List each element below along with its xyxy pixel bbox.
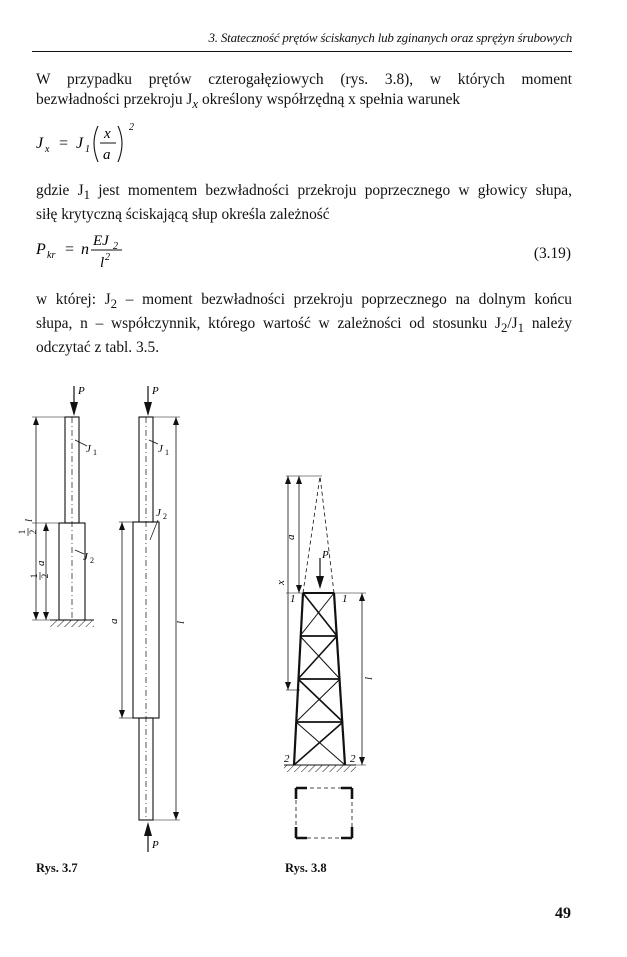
right-dim-a-arrow-bottom <box>119 710 125 718</box>
formula-2-lhs: P <box>36 241 46 258</box>
left-force-label: P <box>78 385 85 397</box>
section-1-right: 1 <box>342 593 348 605</box>
section-2-left: 2 <box>284 753 290 765</box>
left-J2-sub: 2 <box>90 556 94 565</box>
right-J1-label: J <box>158 443 163 455</box>
tower-diagonal-3 <box>298 679 343 722</box>
formula-2-den: l <box>100 255 105 271</box>
right-dim-a-label: a <box>108 618 120 624</box>
page-number: 49 <box>555 905 571 922</box>
formula-1-equals: = <box>58 135 69 152</box>
formula-2-drawing <box>36 228 236 276</box>
running-header: 3. Stateczność prętów ściskanych lub zginanych oraz sprężyn śrubowych <box>208 30 572 45</box>
left-dim-a-label <box>29 560 50 580</box>
formula-critical-force <box>36 228 236 276</box>
formula-1-lhs: J <box>36 135 44 152</box>
paragraph-3-line-3: odczytać z tabl. 3.5. <box>36 339 160 357</box>
formula-2-coef: n <box>81 241 89 258</box>
right-dim-l-label: l <box>175 620 187 624</box>
tower-right-ext <box>320 476 334 593</box>
tower-cross-3 <box>296 679 340 722</box>
left-dim-l-var: l <box>23 518 35 522</box>
left-dim-l-den: 2 <box>28 529 38 535</box>
formula-1-exp: 2 <box>129 122 134 133</box>
right-force-bottom-label: P <box>152 839 159 851</box>
figure-3-7-left-column <box>17 385 97 627</box>
left-dim-arrow-bottom <box>33 612 39 620</box>
header-rule <box>32 51 572 52</box>
tower-force-label: P <box>322 549 329 561</box>
section-1-left: 1 <box>290 593 296 605</box>
paragraph-2 <box>36 181 572 225</box>
tower-dim-l-label: l <box>363 676 375 680</box>
tower-dim-a-arrow-bottom <box>296 585 302 593</box>
right-dim-l-arrow-top <box>173 417 179 425</box>
left-dim-a-num: 1 <box>29 573 39 579</box>
figure-3-7-right-column <box>108 385 187 852</box>
tower-diagonal-2 <box>298 636 337 679</box>
figure-3-8-caption: Rys. 3.8 <box>285 861 327 875</box>
formula-2-lhs-sub: kr <box>47 250 56 261</box>
formula-1-rhs-sub: 1 <box>85 144 90 155</box>
equation-number: (3.19) <box>533 245 571 262</box>
left-dim-arrow-top <box>33 417 39 425</box>
section-2-right: 2 <box>350 753 356 765</box>
tower-dim-x-arrow-top <box>285 476 291 484</box>
right-force-top-label: P <box>152 385 159 397</box>
paragraph-2-line-2: siłę krytyczną ściskającą słup określa zależność <box>36 206 330 224</box>
angle-bottom-right <box>341 827 352 838</box>
tower-left-ext <box>303 476 320 593</box>
formula-2-num: EJ <box>93 233 109 249</box>
right-paren <box>118 126 122 162</box>
left-dim-a-arrow-top <box>43 523 49 531</box>
right-J1-sub: 1 <box>165 448 169 457</box>
right-J2-label: J <box>156 507 161 519</box>
left-dim-a-arrow-bottom <box>43 612 49 620</box>
tower-dim-a-arrow-top <box>296 476 302 484</box>
right-J2-sub: 2 <box>163 512 167 521</box>
tower-force-arrowhead <box>316 576 324 589</box>
formula-2-equals: = <box>64 241 75 258</box>
figure-3-8-tower <box>275 476 375 772</box>
right-force-top-arrowhead <box>144 402 152 416</box>
paragraph-1 <box>36 70 572 114</box>
formula-1-num: x <box>104 126 111 142</box>
paragraph-3-line-2: słupa, n – współczynnik, którego wartość w zależności od stosunku $J_2/J_1$ należy <box>36 315 572 336</box>
left-J1-label: J <box>86 443 91 455</box>
figure-3-7-caption: Rys. 3.7 <box>36 861 78 875</box>
paragraph-2-line-1: gdzie $J_1$ jest momentem bezwładności przekroju poprzecznego w głowicy słupa, <box>36 182 572 203</box>
tower-diagonal-1 <box>303 593 337 636</box>
cross-section-outline <box>296 788 352 838</box>
left-base-hatching <box>50 620 94 627</box>
tower-dim-a-label: a <box>285 534 297 540</box>
left-dim-l-label <box>17 519 38 536</box>
figure-3-8-cross-section <box>296 788 352 838</box>
tower-diagonal-4 <box>294 722 343 765</box>
formula-2-num-sub: 2 <box>113 241 118 252</box>
tower-dim-x-arrow-bottom <box>285 682 291 690</box>
formula-1-lhs-sub: x <box>45 144 50 155</box>
angle-top-left <box>296 788 307 799</box>
left-paren <box>94 126 98 162</box>
tower-cross-2 <box>300 636 340 679</box>
right-dim-a-arrow-top <box>119 522 125 530</box>
tower-base-hatching <box>284 765 356 772</box>
right-force-bottom-arrowhead <box>144 822 152 836</box>
left-force-arrowhead <box>70 402 78 416</box>
formula-2-den-exp: 2 <box>105 252 110 263</box>
paragraph-1-line-1: W przypadku prętów czterogałęziowych (rys. 3.8), w których moment <box>36 71 572 88</box>
left-dim-a-var: a <box>35 560 47 566</box>
formula-moment-of-inertia <box>36 118 236 170</box>
left-J1-sub: 1 <box>93 448 97 457</box>
right-J2-leader <box>150 520 158 540</box>
figures <box>0 380 627 860</box>
paragraph-1-line-2: bezwładności przekroju $J_x$ określony współrzędną x spełnia warunek <box>36 91 461 112</box>
angle-top-right <box>341 788 352 799</box>
tower-dim-l-arrow-top <box>359 593 365 601</box>
angle-bottom-left <box>296 827 307 838</box>
left-J2-label: J <box>83 551 88 563</box>
formula-1-den: a <box>103 147 111 163</box>
paragraph-3 <box>36 290 572 358</box>
formula-1-rhs: J <box>76 135 84 152</box>
paragraph-3-line-1: w której: $J_2$ – moment bezwładności przekroju poprzecznego na dolnym końcu <box>36 291 572 312</box>
tower-cross-4 <box>296 722 345 765</box>
tower-cross-1 <box>300 593 334 636</box>
tower-dim-l-arrow-bottom <box>359 757 365 765</box>
formula-1-drawing <box>36 118 236 170</box>
tower-dim-x-label: x <box>275 580 287 585</box>
right-dim-l-arrow-bottom <box>173 812 179 820</box>
left-dim-l-num: 1 <box>17 529 27 535</box>
left-dim-a-den: 2 <box>40 573 50 579</box>
